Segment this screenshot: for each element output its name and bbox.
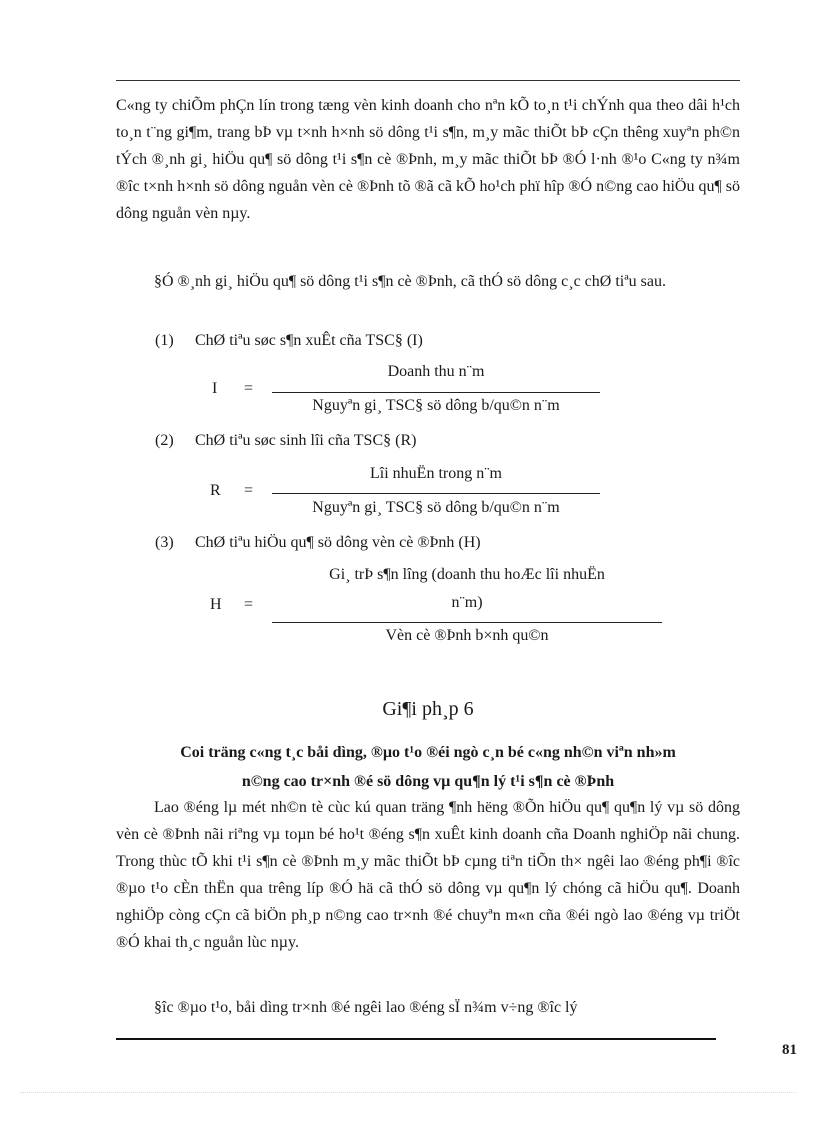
formula-2-fraction-bar [272,493,600,494]
formula-1-denominator: Nguyªn gi¸ TSC§ sö dông b/qu©n n¨m [312,397,560,414]
footer-rule [116,1038,716,1040]
formula-1-lhs: I [212,380,218,397]
formula-3-numerator-line2: n¨m) [451,594,483,611]
formula-2-lhs: R [210,482,221,499]
indicator-2-label: ChØ tiªu søc sinh lîi cña TSC§ (R) [195,432,417,449]
indicator-1-label: ChØ tiªu søc s¶n xuÊt cña TSC§ (I) [195,332,423,349]
paragraph-labor: Lao ®éng lµ mét nh©n tè cùc kú quan träng ¶nh hëng ®Õn hiÖu qu¶ qu¶n lý vµ sö dông vèn cè ®Þnh nãi riªng vµ toµn bé ho¹t ®éng s¶n xuÊt kinh doanh cña Doanh nghiÖp nãi chung. Trong thùc tÕ khi t¹i s¶n cè ®Þnh m¸y mãc thiÕt bÞ cµng tiªn tiÕn th× ngêi lao ®éng ph¶i ®îc ®µo t¹o cÈn thËn qua trêng líp ®Ó hä cã thÓ sö dông vµ qu¶n lý chóng cã hiÖu qu¶. Doanh nghiÖp còng cÇn cã biÖn ph¸p n©ng cao tr×nh ®é chuyªn m«n cña ®éi ngò lao ®éng vµ triÖt ®Ó khai th¸c nguån lùc nµy. [116,799,740,951]
page-edge-dotted-line [20,1092,796,1093]
paragraph-intro: C«ng ty chiÕm phÇn lín trong tæng vèn kinh doanh cho nªn kÕ to¸n t¹i chÝnh qua theo dâi h¹ch to¸n t¨ng gi¶m, trang bÞ vµ t×nh h×nh sö dông t¹i s¶n, m¸y mãc thiÕt bÞ cÇn thêng xuyªn ph©n tÝch ®¸nh gi¸ hiÖu qu¶ sö dông t¹i s¶n cè ®Þnh, m¸y mãc thiÕt bÞ ®Ó l·nh ®¹o C«ng ty n¾m ®îc t×nh h×nh sö dông nguån vèn cè ®Þnh tõ ®ã cã kÕ ho¹ch phï hîp ®Ó n©ng cao hiÖu qu¶ sö dông nguån vèn nµy. [116,97,740,222]
indicator-1-title [155,330,423,352]
section-title: Gi¶i ph¸p 6 [382,698,474,720]
indicator-2-number: (2) [155,432,174,449]
indicator-3-title [155,532,481,554]
formula-3-numerator: Gi¸ trÞ s¶n lîng (doanh thu hoÆc lîi nhuËn [329,566,605,583]
formula-1-equals: = [244,380,254,397]
formula-1-numerator: Doanh thu n¨m [387,363,485,380]
section-subtitle [116,738,740,796]
paragraph-training: §îc ®µo t¹o, båi dìng tr×nh ®é ngêi lao ®éng sÏ n¾m v÷ng ®îc lý [154,999,578,1016]
indicator-3-number: (3) [155,534,174,551]
section-subtitle-line-1: Coi träng c«ng t¸c båi dìng, ®µo t¹o ®éi ngò c¸n bé c«ng nh©n viªn nh»m [180,744,676,761]
header-rule [116,80,740,81]
indicator-1-number: (1) [155,332,174,349]
page-number: 81 [782,1042,797,1058]
indicator-3-label: ChØ tiªu hiÖu qu¶ sö dông vèn cè ®Þnh (H) [195,534,481,551]
formula-3-fraction-bar [272,622,662,623]
section-subtitle-line-2: n©ng cao tr×nh ®é sö dông vµ qu¶n lý t¹i s¶n cè ®Þnh [241,773,615,790]
formula-3-equals: = [244,596,254,613]
formula-3-lhs: H [210,596,222,613]
formula-3-denominator: Vèn cè ®Þnh b×nh qu©n [385,627,549,644]
formula-2-equals: = [244,482,254,499]
paragraph-indicators-lead: §Ó ®¸nh gi¸ hiÖu qu¶ sö dông t¹i s¶n cè ®Þnh, cã thÓ sö dông c¸c chØ tiªu sau. [154,273,666,290]
formula-2-denominator: Nguyªn gi¸ TSC§ sö dông b/qu©n n¨m [312,499,560,516]
formula-2-numerator: Lîi nhuËn trong n¨m [370,465,502,482]
indicator-2-title [155,430,416,452]
formula-1-fraction-bar [272,392,600,393]
